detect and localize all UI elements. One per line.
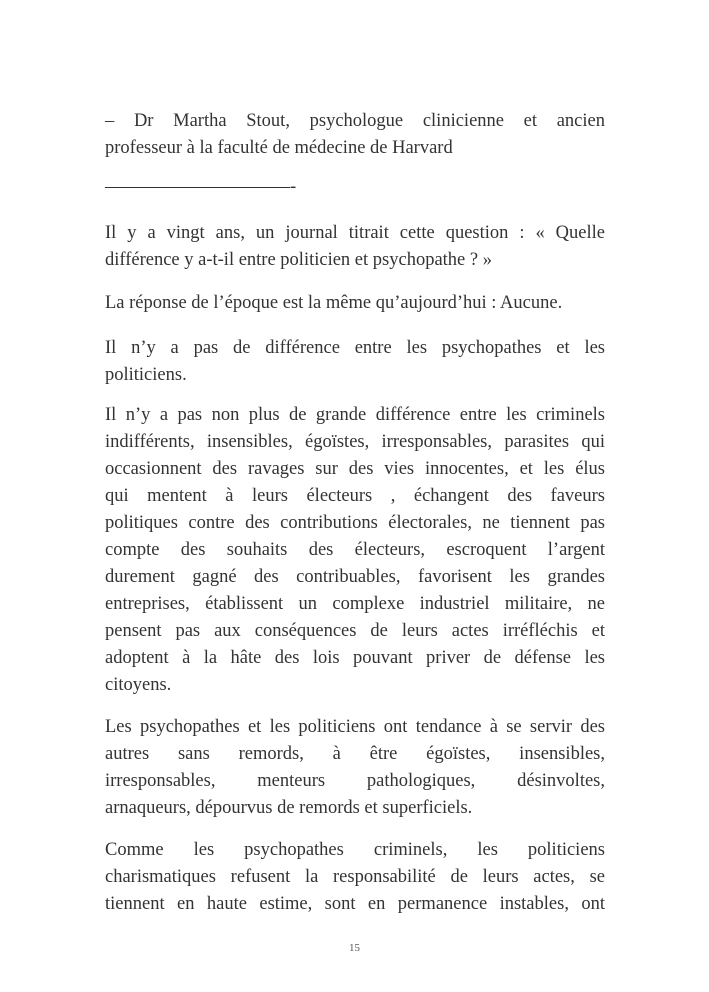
paragraph bbox=[105, 714, 605, 822]
text-line: Comme les psychopathes criminels, les politiciens bbox=[105, 840, 605, 860]
text-line: indifférents, insensibles, égoïstes, irresponsables, parasites qui bbox=[105, 432, 605, 452]
paragraph bbox=[105, 108, 605, 162]
page-number: 15 bbox=[349, 942, 360, 954]
text-line: charismatiques refusent la responsabilité de leurs actes, se bbox=[105, 867, 605, 887]
text-line: politiques contre des contributions électorales, ne tiennent pas bbox=[105, 513, 605, 533]
text-line: – Dr Martha Stout, psychologue clinicienne et ancien bbox=[105, 111, 605, 131]
text-line: Il n’y a pas non plus de grande différence entre les criminels bbox=[105, 405, 605, 425]
text-line: irresponsables, menteurs pathologiques, désinvoltes, bbox=[105, 771, 605, 791]
paragraph bbox=[105, 837, 605, 918]
text-line: arnaqueurs, dépourvus de remords et superficiels. bbox=[105, 798, 473, 818]
text-line: professeur à la faculté de médecine de Harvard bbox=[105, 138, 453, 158]
text-line: politiciens. bbox=[105, 365, 187, 385]
text-line: compte des souhaits des électeurs, escroquent l’argent bbox=[105, 540, 605, 560]
text-line: tiennent en haute estime, sont en permanence instables, ont bbox=[105, 894, 605, 914]
text-line: entreprises, établissent un complexe industriel militaire, ne bbox=[105, 594, 605, 614]
text-line: autres sans remords, à être égoïstes, insensibles, bbox=[105, 744, 605, 764]
text-line: pensent pas aux conséquences de leurs actes irréfléchis et bbox=[105, 621, 605, 641]
text-line: Il y a vingt ans, un journal titrait cette question : « Quelle bbox=[105, 223, 605, 243]
paragraph bbox=[105, 220, 605, 274]
text-line: Les psychopathes et les politiciens ont tendance à se servir des bbox=[105, 717, 605, 737]
text-line: adoptent à la hâte des lois pouvant priver de défense les bbox=[105, 648, 605, 668]
text-line: ——————————- bbox=[105, 177, 297, 197]
separator-line bbox=[105, 174, 605, 201]
text-line: La réponse de l’époque est la même qu’aujourd’hui : Aucune. bbox=[105, 293, 563, 313]
text-line: Il n’y a pas de différence entre les psychopathes et les bbox=[105, 338, 605, 358]
paragraph bbox=[105, 290, 605, 317]
paragraph bbox=[105, 402, 605, 699]
text-line: citoyens. bbox=[105, 675, 172, 695]
text-line: durement gagné des contribuables, favorisent les grandes bbox=[105, 567, 605, 587]
text-line: qui mentent à leurs électeurs , échangent des faveurs bbox=[105, 486, 605, 506]
text-line: différence y a-t-il entre politicien et psychopathe ? » bbox=[105, 250, 492, 270]
text-line: occasionnent des ravages sur des vies innocentes, et les élus bbox=[105, 459, 605, 479]
paragraph bbox=[105, 335, 605, 389]
